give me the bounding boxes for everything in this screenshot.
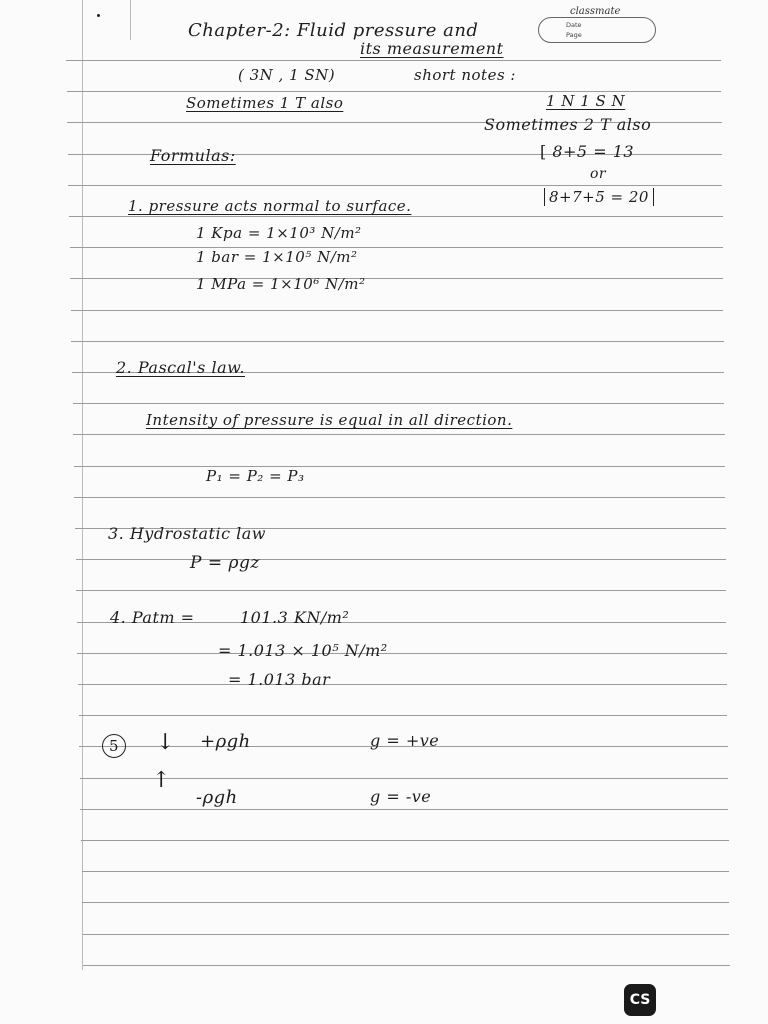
- ruled-line: [81, 840, 729, 841]
- item5-number: 5: [102, 734, 126, 758]
- item1-line1: 1 Kpa = 1×10³ N/m²: [196, 224, 362, 242]
- ruled-line: [82, 871, 729, 872]
- item5-up-condition: g = -ve: [370, 787, 432, 806]
- chapter-title: Chapter-2: Fluid pressure and: [188, 20, 479, 41]
- ruled-line: [77, 653, 726, 654]
- up-arrow-icon: ↑: [152, 768, 171, 793]
- item3-title: 3. Hydrostatic law: [108, 524, 266, 543]
- item2-title: 2. Pascal's law.: [116, 358, 245, 377]
- ruled-line: [83, 934, 730, 935]
- margin-line: [82, 0, 83, 970]
- ruled-line: [70, 278, 723, 279]
- chapter-subtitle: its measurement: [360, 39, 504, 58]
- item1-line2: 1 bar = 1×10⁵ N/m²: [196, 248, 358, 266]
- right-sometimes-note: Sometimes 2 T also: [484, 115, 652, 134]
- short-notes-label: short notes :: [414, 66, 516, 84]
- ruled-line: [83, 965, 729, 966]
- ruled-line: [79, 715, 728, 716]
- marks-note: ( 3N , 1 SN): [238, 66, 336, 84]
- ruled-line: [82, 902, 729, 903]
- margin-line-top: [130, 0, 131, 40]
- ruled-line: [80, 778, 728, 779]
- logo-oval: [538, 17, 656, 43]
- formulas-label: Formulas:: [150, 146, 236, 165]
- logo-page-label: Page: [566, 31, 582, 39]
- ruled-line: [66, 60, 721, 61]
- item3-equation: P = ρgz: [190, 553, 260, 573]
- right-or: or: [590, 166, 607, 182]
- item2-equation: P₁ = P₂ = P₃: [206, 467, 305, 485]
- ruled-line: [71, 341, 723, 342]
- item5-down-expression: +ρgh: [200, 731, 251, 752]
- camscanner-badge: CS: [624, 984, 656, 1016]
- ruled-line: [74, 466, 725, 467]
- ruled-line: [76, 590, 726, 591]
- ruled-line: [68, 185, 722, 186]
- ruled-line: [73, 434, 724, 435]
- item4-line1: 101.3 KN/m²: [240, 608, 350, 627]
- left-sometimes-note: Sometimes 1 T also: [186, 94, 344, 112]
- logo-brand: classmate: [570, 6, 621, 17]
- ruled-line: [78, 684, 727, 685]
- ruled-line: [73, 403, 725, 404]
- classmate-logo: [538, 6, 658, 44]
- ruled-line: [71, 310, 724, 311]
- ruled-line: [76, 559, 726, 560]
- down-arrow-icon: ↓: [156, 730, 175, 755]
- ruled-line: [69, 216, 723, 217]
- ruled-line: [70, 247, 723, 248]
- item4-line3: = 1.013 bar: [228, 670, 331, 689]
- ink-dot: [97, 14, 100, 17]
- item2-description: Intensity of pressure is equal in all direction.: [146, 411, 513, 429]
- item1-line3: 1 MPa = 1×10⁶ N/m²: [196, 275, 366, 293]
- item4-line2: = 1.013 × 10⁵ N/m²: [218, 641, 388, 660]
- ruled-line: [74, 497, 725, 498]
- item5-down-condition: g = +ve: [370, 731, 440, 750]
- right-eq-1: [ 8+5 = 13: [540, 142, 635, 161]
- item5-up-expression: -ρgh: [196, 787, 238, 808]
- logo-date-label: Date: [566, 21, 582, 29]
- right-1n-1sn: 1 N 1 S N: [546, 92, 626, 110]
- item1-title: 1. pressure acts normal to surface.: [128, 197, 412, 215]
- ruled-line: [80, 809, 728, 810]
- item4-label: 4. Patm =: [110, 608, 195, 627]
- right-eq-2: 8+7+5 = 20: [544, 188, 654, 206]
